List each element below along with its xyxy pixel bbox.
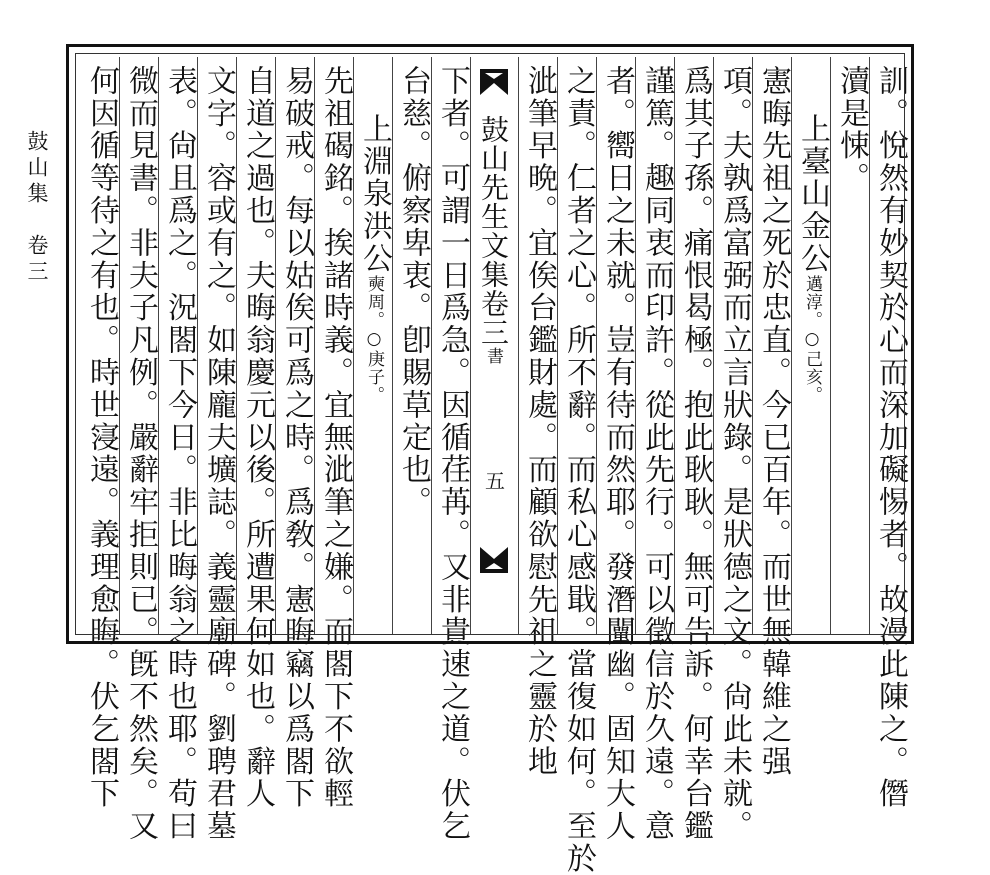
letter-recipient: 上淵泉洪公	[357, 113, 392, 275]
text-column-12: 台慈。俯察卑衷。卽賜草定也。	[396, 65, 431, 519]
letter-heading-2	[357, 113, 392, 683]
text-column-10: 泚筆早晩。宜俟台鑑財處。而顧欲慰先祖之靈於地	[522, 65, 557, 778]
center-fold	[476, 57, 512, 635]
text-column-5: 項。夫孰爲富弼而立言狀錄。是狀德之文。尙此未就。	[717, 65, 752, 843]
text-column-18: 表。尙且爲之。況閤下今日。非比晦翁之時也耶。苟曰	[162, 65, 197, 843]
fish-tail-ornament-icon	[480, 69, 508, 95]
column-rule	[557, 57, 558, 635]
fish-tail-ornament-icon	[480, 547, 508, 573]
text-column-20: 何因循等待之有也。時世寖遠。義理愈晦。伏乞閤下	[84, 65, 119, 811]
text-column-19: 微而見書。非夫子凡例。嚴辭牢拒則已。旣不然矣。又	[123, 65, 158, 843]
column-rule	[713, 57, 714, 635]
column-rule	[470, 57, 471, 635]
column-rule	[392, 57, 393, 635]
column-rule	[596, 57, 597, 635]
text-column-15: 易破戒。每以姑俟可爲之時。爲敎。憲晦竊以爲閤下	[279, 65, 314, 811]
center-section-tag: 書	[483, 347, 503, 365]
letter-note: 奭周。○庚子。	[364, 275, 384, 404]
column-rule	[830, 57, 831, 635]
column-rule	[635, 57, 636, 635]
margin-running-title: 鼓山集 卷三	[25, 130, 49, 286]
text-column-8: 者。嚮日之未就。豈有待而然耶。發潛闡幽。固知大人	[600, 65, 635, 843]
column-rule	[236, 57, 237, 635]
column-rule	[275, 57, 276, 635]
letter-note: 邁淳。○己亥。	[802, 275, 822, 404]
text-column-17: 文字。容或有之。如陳龐夫壙誌。義靈廟碑。劉聘君墓	[201, 65, 236, 843]
text-column-2: 瀆是悚。	[834, 65, 869, 195]
column-rule	[431, 57, 432, 635]
column-rule	[518, 57, 519, 635]
text-column-9: 之責。仁者之心。所不辭。而私心感戢。當復如何。至於	[561, 65, 596, 875]
column-rule	[119, 57, 120, 635]
text-column-11: 下者。可謂一日爲急。因循荏苒。又非貴速之道。伏乞	[435, 65, 470, 843]
column-rule	[791, 57, 792, 635]
column-rule	[158, 57, 159, 635]
letter-heading-1	[795, 113, 830, 683]
center-book-title: 鼓山先生文集卷三書	[477, 115, 510, 365]
page-frame	[66, 44, 914, 875]
text-column-1: 訓。悅然有妙契於心而深加礙惕者。故漫此陳之。僭	[873, 65, 908, 811]
text-column-7: 謹篤。趣同衷而印許。從此先行。可以徵信於久遠。意	[639, 65, 674, 843]
text-column-6: 爲其子孫。痛恨曷極。抱此耿耿。無可告訴。何幸台鑑	[678, 65, 713, 843]
column-rule	[314, 57, 315, 635]
text-column-14: 先祖碣銘。挨諸時義。宜無泚筆之嫌。而閤下不欲輕	[318, 65, 353, 811]
column-rule	[869, 57, 870, 635]
page-number: 五	[485, 469, 505, 493]
column-rule	[752, 57, 753, 635]
text-column-16: 自道之過也。夫晦翁慶元以後。所遭果何如也。辭人	[240, 65, 275, 811]
column-rule	[674, 57, 675, 635]
column-rule	[353, 57, 354, 635]
column-rule	[197, 57, 198, 635]
text-column-4: 憲晦先祖之死於忠直。今已百年。而世無韓維之强	[756, 65, 791, 778]
letter-recipient: 上臺山金公	[795, 113, 830, 275]
